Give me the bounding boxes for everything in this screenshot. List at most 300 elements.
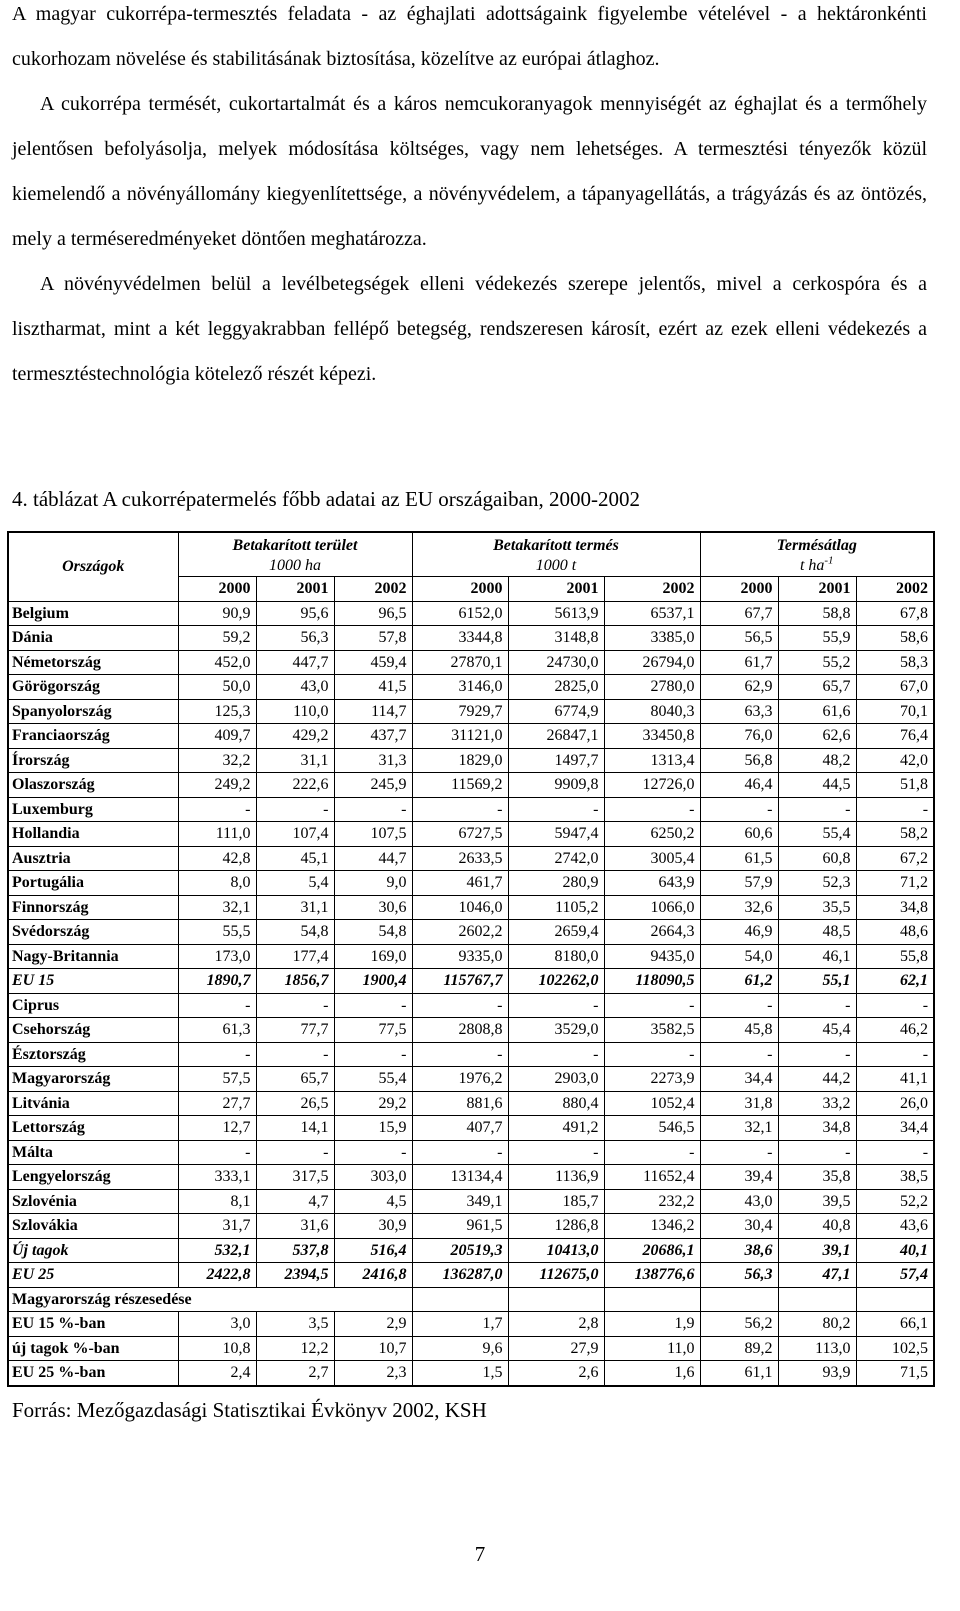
value-cell: -	[412, 1042, 508, 1067]
table-row	[8, 1214, 934, 1239]
value-cell: 44,5	[778, 773, 856, 798]
value-cell: -	[508, 993, 604, 1018]
value-cell: 45,8	[700, 1018, 778, 1043]
value-cell: 1046,0	[412, 895, 508, 920]
country-cell: Szlovákia	[8, 1214, 178, 1239]
value-cell: -	[508, 1140, 604, 1165]
year-header: 2000	[700, 577, 778, 602]
value-cell: 459,4	[334, 650, 412, 675]
value-cell: 112675,0	[508, 1263, 604, 1288]
value-cell: 111,0	[178, 822, 256, 847]
value-cell: 8,0	[178, 871, 256, 896]
group-header-area	[178, 532, 412, 577]
country-cell: Nagy-Britannia	[8, 944, 178, 969]
table-row	[8, 1067, 934, 1092]
empty-cell	[700, 1287, 778, 1312]
value-cell: 77,5	[334, 1018, 412, 1043]
value-cell: 173,0	[178, 944, 256, 969]
value-cell: 54,0	[700, 944, 778, 969]
country-cell: EU 25	[8, 1263, 178, 1288]
country-cell: Ausztria	[8, 846, 178, 871]
value-cell: 1,9	[604, 1312, 700, 1337]
value-cell: 34,4	[856, 1116, 934, 1141]
value-cell: 67,8	[856, 601, 934, 626]
value-cell: 532,1	[178, 1238, 256, 1263]
value-cell: -	[508, 797, 604, 822]
table-row	[8, 1042, 934, 1067]
empty-cell	[604, 1287, 700, 1312]
table-row	[8, 1361, 934, 1386]
value-cell: 2416,8	[334, 1263, 412, 1288]
value-cell: 3529,0	[508, 1018, 604, 1043]
value-cell: -	[856, 993, 934, 1018]
value-cell: 185,7	[508, 1189, 604, 1214]
value-cell: 27,7	[178, 1091, 256, 1116]
value-cell: 9335,0	[412, 944, 508, 969]
value-cell: 45,4	[778, 1018, 856, 1043]
table-row	[8, 773, 934, 798]
value-cell: 48,2	[778, 748, 856, 773]
value-cell: 70,1	[856, 699, 934, 724]
value-cell: 317,5	[256, 1165, 334, 1190]
country-cell: Málta	[8, 1140, 178, 1165]
value-cell: 66,1	[856, 1312, 934, 1337]
value-cell: 30,9	[334, 1214, 412, 1239]
value-cell: 48,5	[778, 920, 856, 945]
value-cell: 6537,1	[604, 601, 700, 626]
value-cell: 31,6	[256, 1214, 334, 1239]
country-cell: Ciprus	[8, 993, 178, 1018]
country-cell: Finnország	[8, 895, 178, 920]
group-title: Termésátlag	[776, 537, 857, 554]
value-cell: 1052,4	[604, 1091, 700, 1116]
value-cell: 2,8	[508, 1312, 604, 1337]
table-row	[8, 1238, 934, 1263]
value-cell: 89,2	[700, 1336, 778, 1361]
value-cell: 46,1	[778, 944, 856, 969]
country-cell: Spanyolország	[8, 699, 178, 724]
table-row	[8, 969, 934, 994]
value-cell: 6152,0	[412, 601, 508, 626]
value-cell: 76,0	[700, 724, 778, 749]
table-caption: 4. táblázat A cukorrépatermelés főbb adatai az EU országaiban, 2000-2002	[12, 487, 641, 511]
value-cell: 61,1	[700, 1361, 778, 1386]
value-cell: 2780,0	[604, 675, 700, 700]
value-cell: 77,7	[256, 1018, 334, 1043]
value-cell: -	[178, 1140, 256, 1165]
value-cell: 32,1	[700, 1116, 778, 1141]
value-cell: 2,7	[256, 1361, 334, 1386]
value-cell: 107,5	[334, 822, 412, 847]
value-cell: 50,0	[178, 675, 256, 700]
value-cell: 61,7	[700, 650, 778, 675]
value-cell: 2602,2	[412, 920, 508, 945]
country-cell: EU 15	[8, 969, 178, 994]
value-cell: 58,3	[856, 650, 934, 675]
value-cell: 1105,2	[508, 895, 604, 920]
group-unit: 1000 t	[535, 557, 577, 574]
value-cell: 961,5	[412, 1214, 508, 1239]
table-header-row	[8, 532, 934, 577]
value-cell: 1313,4	[604, 748, 700, 773]
value-cell: 67,0	[856, 675, 934, 700]
value-cell: 2,6	[508, 1361, 604, 1386]
country-cell: Észtország	[8, 1042, 178, 1067]
value-cell: 2664,3	[604, 920, 700, 945]
country-cell: Szlovénia	[8, 1189, 178, 1214]
country-cell: Új tagok	[8, 1238, 178, 1263]
value-cell: 447,7	[256, 650, 334, 675]
value-cell: -	[604, 993, 700, 1018]
value-cell: 95,6	[256, 601, 334, 626]
source-note: Forrás: Mezőgazdasági Statisztikai Évkönyv 2002, KSH	[12, 1398, 487, 1422]
value-cell: 3146,0	[412, 675, 508, 700]
value-cell: -	[778, 993, 856, 1018]
value-cell: 546,5	[604, 1116, 700, 1141]
value-cell: -	[412, 1140, 508, 1165]
value-cell: 6250,2	[604, 822, 700, 847]
value-cell: 57,5	[178, 1067, 256, 1092]
value-cell: 61,6	[778, 699, 856, 724]
year-header: 2002	[856, 577, 934, 602]
value-cell: 13134,4	[412, 1165, 508, 1190]
value-cell: 3,0	[178, 1312, 256, 1337]
year-header: 2001	[256, 577, 334, 602]
year-header: 2001	[778, 577, 856, 602]
value-cell: 32,2	[178, 748, 256, 773]
year-header: 2000	[412, 577, 508, 602]
value-cell: 880,4	[508, 1091, 604, 1116]
table-row	[8, 650, 934, 675]
value-cell: 44,7	[334, 846, 412, 871]
value-cell: 429,2	[256, 724, 334, 749]
value-cell: 56,8	[700, 748, 778, 773]
value-cell: 9909,8	[508, 773, 604, 798]
value-cell: -	[256, 797, 334, 822]
country-cell: Görögország	[8, 675, 178, 700]
value-cell: 3,5	[256, 1312, 334, 1337]
table-row	[8, 871, 934, 896]
value-cell: 1,7	[412, 1312, 508, 1337]
value-cell: 38,6	[700, 1238, 778, 1263]
value-cell: 409,7	[178, 724, 256, 749]
value-cell: 2422,8	[178, 1263, 256, 1288]
table-row	[8, 895, 934, 920]
value-cell: 41,1	[856, 1067, 934, 1092]
year-header: 2002	[604, 577, 700, 602]
share-section-title: Magyarország részesedése	[8, 1287, 412, 1312]
value-cell: 245,9	[334, 773, 412, 798]
value-cell: 60,6	[700, 822, 778, 847]
value-cell: -	[604, 797, 700, 822]
value-cell: -	[700, 993, 778, 1018]
country-cell: Dánia	[8, 626, 178, 651]
value-cell: 80,2	[778, 1312, 856, 1337]
value-cell: 407,7	[412, 1116, 508, 1141]
value-cell: 7929,7	[412, 699, 508, 724]
value-cell: 29,2	[334, 1091, 412, 1116]
table-row	[8, 699, 934, 724]
value-cell: -	[778, 1042, 856, 1067]
value-cell: 11652,4	[604, 1165, 700, 1190]
value-cell: 59,2	[178, 626, 256, 651]
value-cell: 40,1	[856, 1238, 934, 1263]
value-cell: 26794,0	[604, 650, 700, 675]
value-cell: 2659,4	[508, 920, 604, 945]
value-cell: 55,2	[778, 650, 856, 675]
value-cell: 40,8	[778, 1214, 856, 1239]
value-cell: 102,5	[856, 1336, 934, 1361]
value-cell: 39,4	[700, 1165, 778, 1190]
value-cell: 136287,0	[412, 1263, 508, 1288]
value-cell: 55,8	[856, 944, 934, 969]
value-cell: -	[256, 1042, 334, 1067]
value-cell: 8040,3	[604, 699, 700, 724]
value-cell: 15,9	[334, 1116, 412, 1141]
value-cell: 1890,7	[178, 969, 256, 994]
value-cell: 42,8	[178, 846, 256, 871]
country-cell: Franciaország	[8, 724, 178, 749]
value-cell: 43,0	[256, 675, 334, 700]
value-cell: 61,2	[700, 969, 778, 994]
table-row	[8, 748, 934, 773]
value-cell: 20686,1	[604, 1238, 700, 1263]
group-title: Betakarított termés	[493, 537, 619, 554]
table-row	[8, 675, 934, 700]
value-cell: 67,2	[856, 846, 934, 871]
value-cell: 58,8	[778, 601, 856, 626]
value-cell: 12726,0	[604, 773, 700, 798]
value-cell: 10,7	[334, 1336, 412, 1361]
value-cell: 12,2	[256, 1336, 334, 1361]
value-cell: 2273,9	[604, 1067, 700, 1092]
empty-cell	[856, 1287, 934, 1312]
value-cell: 14,1	[256, 1116, 334, 1141]
value-cell: 115767,7	[412, 969, 508, 994]
value-cell: 5613,9	[508, 601, 604, 626]
value-cell: 58,6	[856, 626, 934, 651]
value-cell: 461,7	[412, 871, 508, 896]
value-cell: 3385,0	[604, 626, 700, 651]
value-cell: 56,3	[700, 1263, 778, 1288]
value-cell: 30,4	[700, 1214, 778, 1239]
value-cell: 32,1	[178, 895, 256, 920]
value-cell: 27,9	[508, 1336, 604, 1361]
value-cell: 76,4	[856, 724, 934, 749]
value-cell: 52,2	[856, 1189, 934, 1214]
country-cell: Belgium	[8, 601, 178, 626]
value-cell: 42,0	[856, 748, 934, 773]
value-cell: 3582,5	[604, 1018, 700, 1043]
table-row	[8, 601, 934, 626]
value-cell: 537,8	[256, 1238, 334, 1263]
unit-superscript: -1	[824, 554, 834, 567]
value-cell: 114,7	[334, 699, 412, 724]
value-cell: 55,1	[778, 969, 856, 994]
value-cell: 33,2	[778, 1091, 856, 1116]
value-cell: -	[178, 993, 256, 1018]
value-cell: 2742,0	[508, 846, 604, 871]
value-cell: 65,7	[778, 675, 856, 700]
value-cell: 2,3	[334, 1361, 412, 1386]
table-row	[8, 797, 934, 822]
value-cell: 2394,5	[256, 1263, 334, 1288]
value-cell: 9,6	[412, 1336, 508, 1361]
value-cell: 24730,0	[508, 650, 604, 675]
value-cell: 31,1	[256, 895, 334, 920]
value-cell: 71,2	[856, 871, 934, 896]
value-cell: 45,1	[256, 846, 334, 871]
value-cell: 47,1	[778, 1263, 856, 1288]
value-cell: 35,5	[778, 895, 856, 920]
value-cell: 46,9	[700, 920, 778, 945]
value-cell: 2808,8	[412, 1018, 508, 1043]
year-header: 2000	[178, 577, 256, 602]
value-cell: 56,3	[256, 626, 334, 651]
table-row	[8, 1165, 934, 1190]
value-cell: 1976,2	[412, 1067, 508, 1092]
value-cell: 93,9	[778, 1361, 856, 1386]
group-header-average	[700, 532, 934, 577]
table-row	[8, 993, 934, 1018]
value-cell: -	[700, 797, 778, 822]
value-cell: 1,5	[412, 1361, 508, 1386]
value-cell: 34,8	[856, 895, 934, 920]
value-cell: -	[178, 1042, 256, 1067]
value-cell: -	[334, 1140, 412, 1165]
value-cell: 110,0	[256, 699, 334, 724]
value-cell: 31121,0	[412, 724, 508, 749]
value-cell: 2825,0	[508, 675, 604, 700]
value-cell: 1856,7	[256, 969, 334, 994]
value-cell: 177,4	[256, 944, 334, 969]
value-cell: 280,9	[508, 871, 604, 896]
value-cell: -	[778, 1140, 856, 1165]
country-cell: Hollandia	[8, 822, 178, 847]
value-cell: 46,2	[856, 1018, 934, 1043]
value-cell: 3005,4	[604, 846, 700, 871]
intro-paragraphs	[12, 0, 927, 397]
value-cell: 2633,5	[412, 846, 508, 871]
country-cell: Luxemburg	[8, 797, 178, 822]
value-cell: 34,8	[778, 1116, 856, 1141]
value-cell: 54,8	[256, 920, 334, 945]
value-cell: 60,8	[778, 846, 856, 871]
value-cell: 62,9	[700, 675, 778, 700]
country-cell: EU 25 %-ban	[8, 1361, 178, 1386]
value-cell: 3148,8	[508, 626, 604, 651]
table-row	[8, 822, 934, 847]
value-cell: 56,5	[700, 626, 778, 651]
value-cell: 34,4	[700, 1067, 778, 1092]
value-cell: 38,5	[856, 1165, 934, 1190]
value-cell: 1136,9	[508, 1165, 604, 1190]
value-cell: 107,4	[256, 822, 334, 847]
value-cell: 33450,8	[604, 724, 700, 749]
value-cell: 57,4	[856, 1263, 934, 1288]
group-title: Betakarított terület	[232, 537, 358, 554]
value-cell: 55,4	[778, 822, 856, 847]
value-cell: 102262,0	[508, 969, 604, 994]
value-cell: 491,2	[508, 1116, 604, 1141]
value-cell: 232,2	[604, 1189, 700, 1214]
table-row	[8, 1189, 934, 1214]
value-cell: 1497,7	[508, 748, 604, 773]
value-cell: 643,9	[604, 871, 700, 896]
value-cell: -	[334, 1042, 412, 1067]
table-row	[8, 920, 934, 945]
value-cell: 41,5	[334, 675, 412, 700]
table-body	[8, 601, 934, 1386]
table-row	[8, 1116, 934, 1141]
value-cell: -	[700, 1140, 778, 1165]
paragraph-1: A magyar cukorrépa-termesztés feladata - az éghajlati adottságaink figyelembe vételével - a hektáronkénti cukorhozam növelése és stabilitásának biztosítása, közelítve az európai átlaghoz.	[12, 3, 927, 70]
value-cell: 46,4	[700, 773, 778, 798]
value-cell: 169,0	[334, 944, 412, 969]
value-cell: -	[334, 993, 412, 1018]
value-cell: 65,7	[256, 1067, 334, 1092]
share-section-row	[8, 1287, 934, 1312]
value-cell: 61,5	[700, 846, 778, 871]
value-cell: 5,4	[256, 871, 334, 896]
value-cell: 125,3	[178, 699, 256, 724]
value-cell: 57,9	[700, 871, 778, 896]
empty-cell	[412, 1287, 508, 1312]
country-cell: Litvánia	[8, 1091, 178, 1116]
value-cell: 10,8	[178, 1336, 256, 1361]
table-row	[8, 626, 934, 651]
value-cell: 63,3	[700, 699, 778, 724]
value-cell: 8,1	[178, 1189, 256, 1214]
value-cell: 26,0	[856, 1091, 934, 1116]
value-cell: 1286,8	[508, 1214, 604, 1239]
value-cell: 31,3	[334, 748, 412, 773]
country-cell: Olaszország	[8, 773, 178, 798]
value-cell: 58,2	[856, 822, 934, 847]
value-cell: 30,6	[334, 895, 412, 920]
country-cell: Lengyelország	[8, 1165, 178, 1190]
country-header: Országok	[8, 532, 178, 601]
empty-cell	[508, 1287, 604, 1312]
value-cell: 8180,0	[508, 944, 604, 969]
value-cell: 57,8	[334, 626, 412, 651]
country-cell: EU 15 %-ban	[8, 1312, 178, 1337]
value-cell: 6774,9	[508, 699, 604, 724]
page-number: 7	[474, 1542, 486, 1566]
value-cell: 516,4	[334, 1238, 412, 1263]
value-cell: -	[856, 1140, 934, 1165]
value-cell: 9,0	[334, 871, 412, 896]
value-cell: -	[412, 797, 508, 822]
table-row	[8, 1263, 934, 1288]
value-cell: 437,7	[334, 724, 412, 749]
value-cell: 303,0	[334, 1165, 412, 1190]
value-cell: 113,0	[778, 1336, 856, 1361]
value-cell: 4,5	[334, 1189, 412, 1214]
value-cell: 35,8	[778, 1165, 856, 1190]
value-cell: -	[778, 797, 856, 822]
value-cell: 62,1	[856, 969, 934, 994]
value-cell: -	[856, 1042, 934, 1067]
value-cell: 44,2	[778, 1067, 856, 1092]
value-cell: 39,5	[778, 1189, 856, 1214]
value-cell: -	[700, 1042, 778, 1067]
value-cell: -	[604, 1140, 700, 1165]
value-cell: 249,2	[178, 773, 256, 798]
country-cell: Magyarország	[8, 1067, 178, 1092]
value-cell: 222,6	[256, 773, 334, 798]
value-cell: 71,5	[856, 1361, 934, 1386]
